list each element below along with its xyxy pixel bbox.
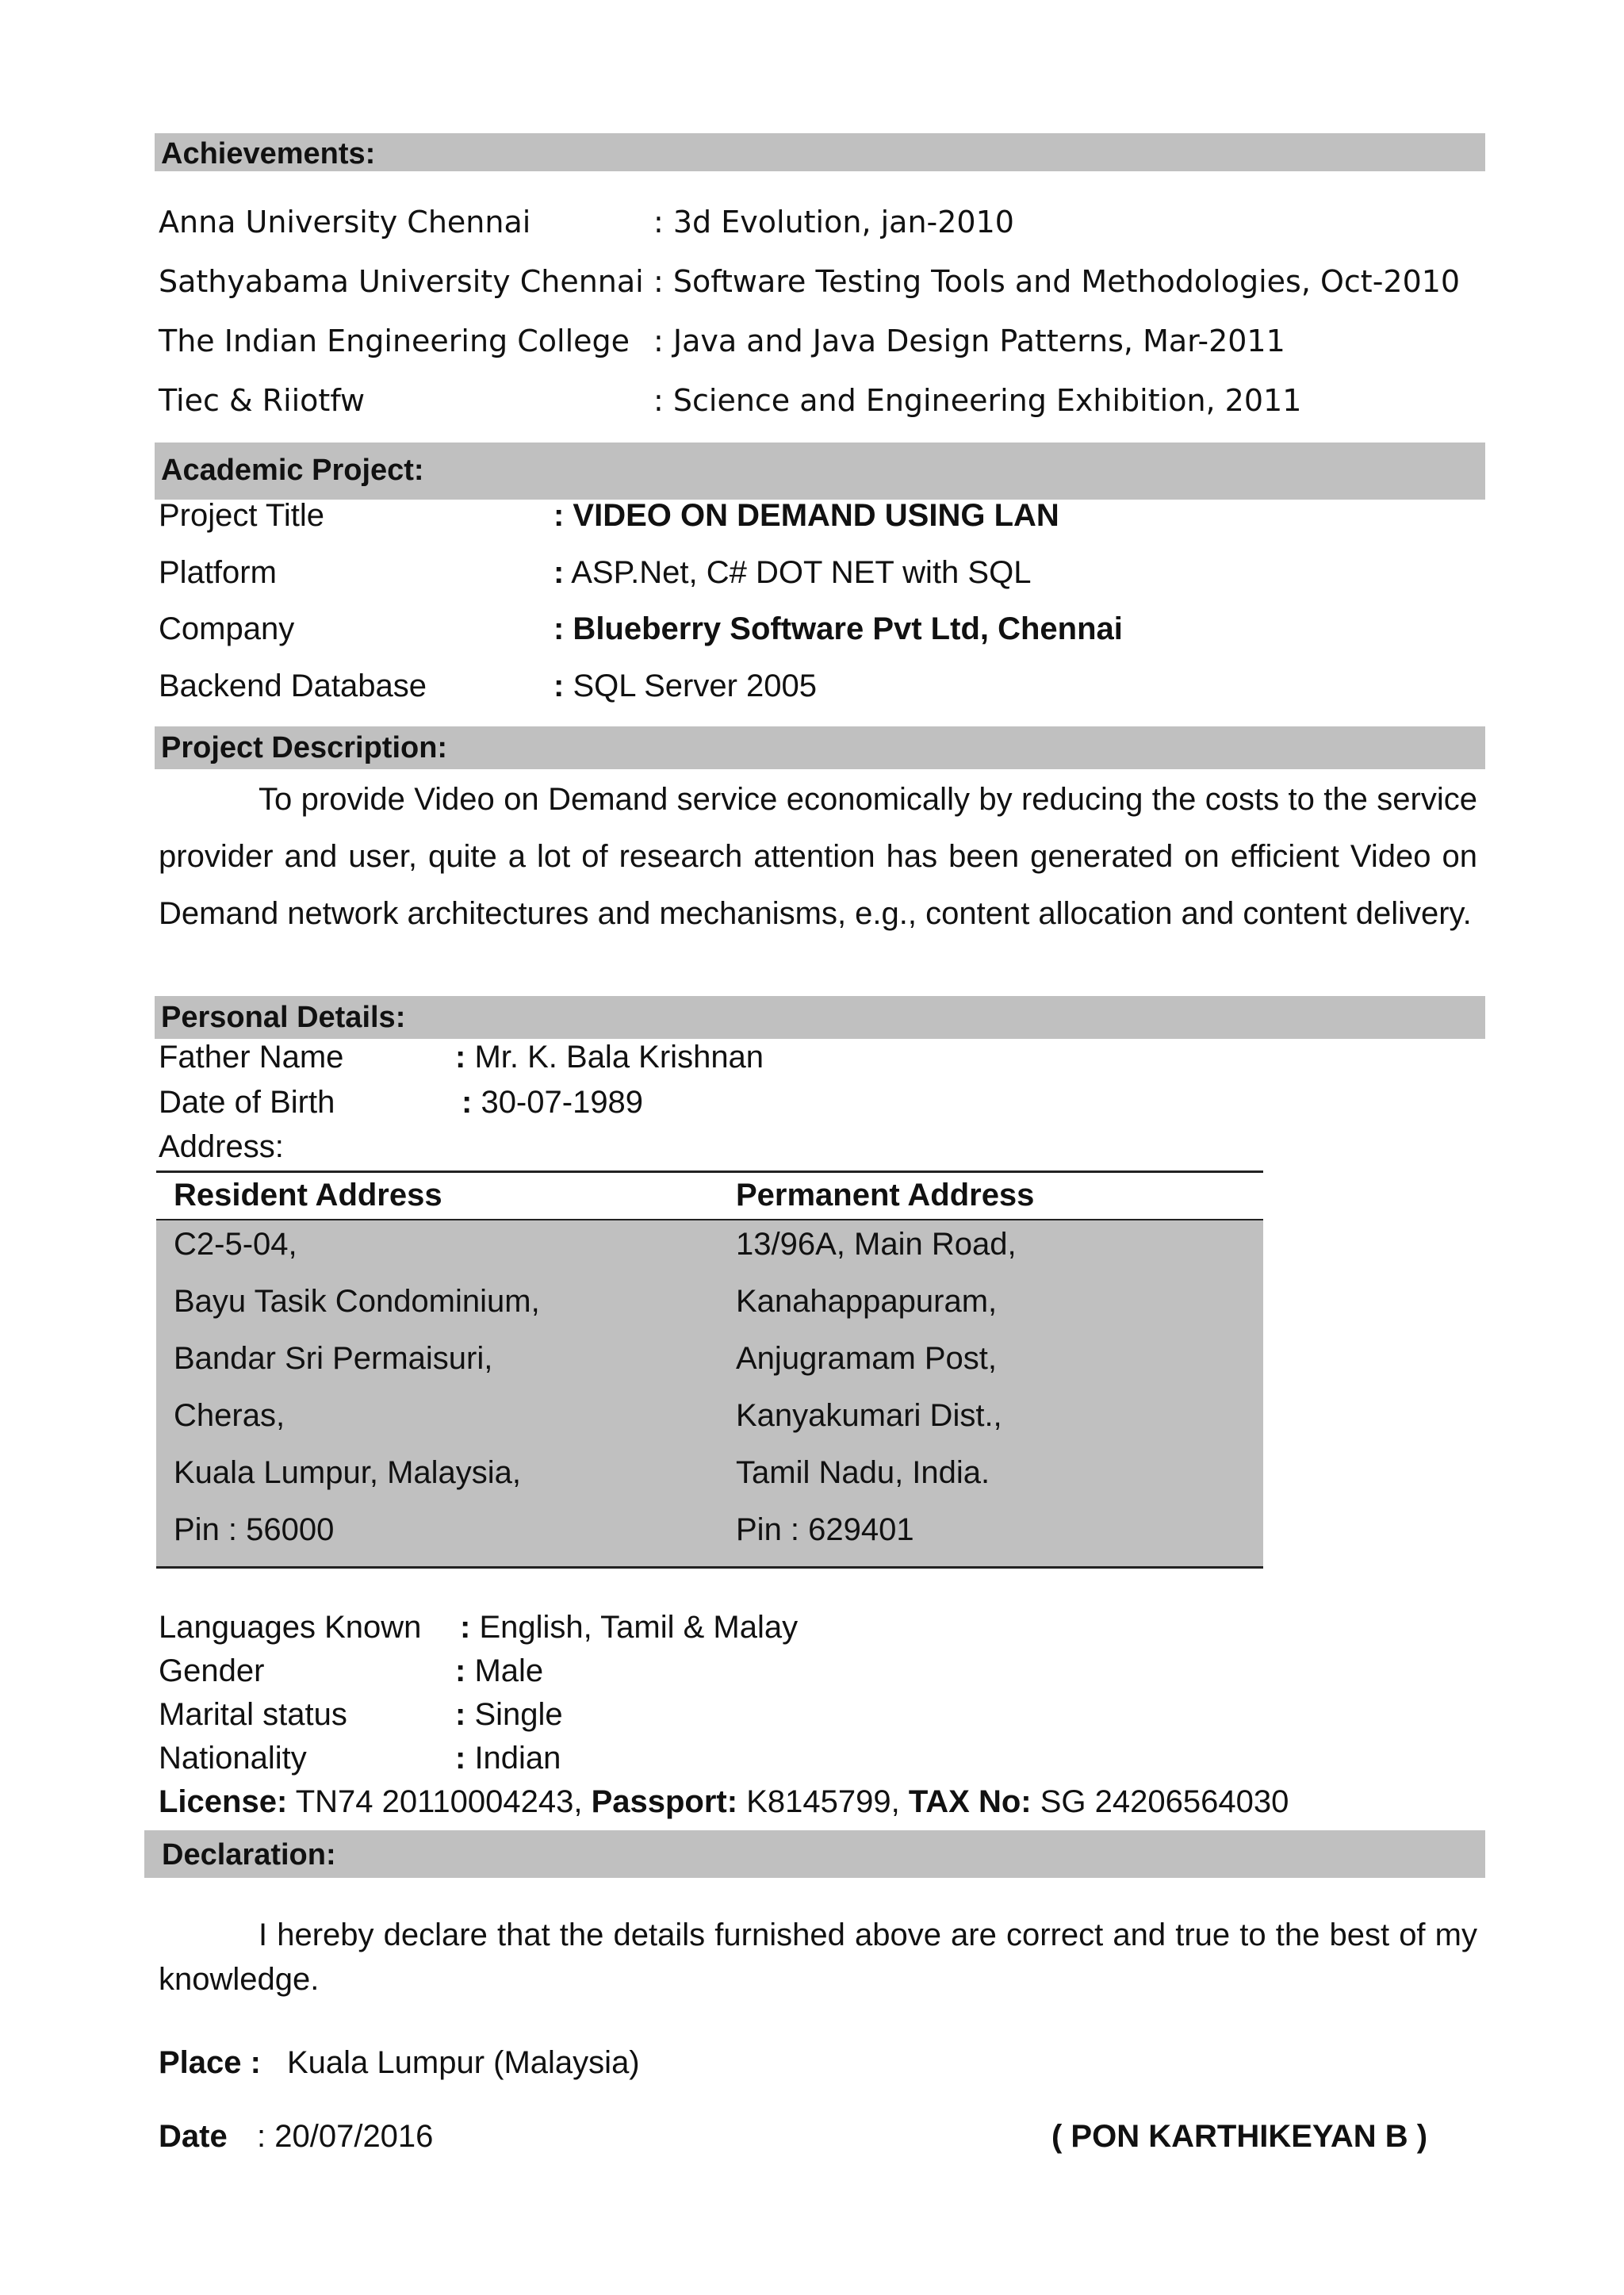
languages-label: Languages Known xyxy=(159,1610,422,1645)
address-label: Address: xyxy=(159,1129,284,1164)
company-value: : Blueberry Software Pvt Ltd, Chennai xyxy=(553,611,1123,646)
declaration-text: I hereby declare that the details furnished above are correct and true to the best of my knowledge. xyxy=(159,1918,1477,1997)
platform-value: : ASP.Net, C# DOT NET with SQL xyxy=(553,555,1032,590)
passport-label: Passport: xyxy=(591,1784,738,1819)
dob-label: Date of Birth xyxy=(159,1085,335,1120)
personal-details-heading: Personal Details: xyxy=(161,1001,406,1034)
project-description-heading: Project Description: xyxy=(161,731,448,764)
declaration-heading: Declaration: xyxy=(162,1838,336,1872)
achievement-institution: Sathyabama University Chennai xyxy=(159,264,644,299)
achievements-header xyxy=(155,133,1485,171)
achievement-institution: The Indian Engineering College xyxy=(159,324,630,358)
project-title-label: Project Title xyxy=(159,498,324,533)
resident-address-line: Bandar Sri Permaisuri, xyxy=(174,1341,493,1376)
declaration-header xyxy=(144,1830,1485,1878)
achievement-detail: : 3d Evolution, jan-2010 xyxy=(653,205,1014,239)
marital-status-value: : Single xyxy=(455,1697,563,1732)
permanent-address-line: Kanyakumari Dist., xyxy=(736,1398,1002,1433)
achievement-detail: : Science and Engineering Exhibition, 2011 xyxy=(653,383,1302,418)
address-table xyxy=(156,1170,1263,1569)
nationality-label: Nationality xyxy=(159,1741,307,1776)
place-label: Place : xyxy=(159,2045,261,2080)
tax-label: TAX No: xyxy=(908,1784,1032,1819)
resident-address-header: Resident Address xyxy=(174,1178,442,1213)
id-numbers-line xyxy=(159,1784,1289,1820)
resident-address-line: Pin : 56000 xyxy=(174,1512,335,1547)
personal-details-header xyxy=(155,996,1485,1039)
marital-status-label: Marital status xyxy=(159,1697,347,1732)
license-label: License: xyxy=(159,1784,288,1819)
father-name-label: Father Name xyxy=(159,1040,344,1075)
nationality-value: : Indian xyxy=(455,1741,561,1776)
date-label: Date xyxy=(159,2119,228,2154)
resident-address-line: C2-5-04, xyxy=(174,1227,297,1262)
passport-value: K8145799, xyxy=(737,1784,909,1819)
place-value: Kuala Lumpur (Malaysia) xyxy=(287,2045,640,2080)
address-table-body xyxy=(156,1220,1263,1569)
tax-value: SG 24206564030 xyxy=(1031,1784,1289,1819)
achievement-institution: Tiec & Riiotfw xyxy=(159,383,366,418)
achievements-heading: Achievements: xyxy=(161,137,376,170)
achievement-detail: : Software Testing Tools and Methodologies, Oct-2010 xyxy=(653,264,1461,299)
resident-address-line: Kuala Lumpur, Malaysia, xyxy=(174,1455,522,1490)
permanent-address-line: Pin : 629401 xyxy=(736,1512,914,1547)
project-title-value: : VIDEO ON DEMAND USING LAN xyxy=(553,498,1059,533)
achievement-institution: Anna University Chennai xyxy=(159,205,531,239)
academic-project-header xyxy=(155,443,1485,500)
permanent-address-header: Permanent Address xyxy=(736,1178,1035,1213)
resident-address-line: Bayu Tasik Condominium, xyxy=(174,1284,540,1319)
gender-value: : Male xyxy=(455,1653,544,1688)
platform-label: Platform xyxy=(159,555,277,590)
backend-database-label: Backend Database xyxy=(159,669,427,703)
permanent-address-line: 13/96A, Main Road, xyxy=(736,1227,1017,1262)
backend-database-value: : SQL Server 2005 xyxy=(553,669,818,703)
languages-value: : English, Tamil & Malay xyxy=(460,1610,799,1645)
dob-value: : 30-07-1989 xyxy=(462,1085,644,1120)
gender-label: Gender xyxy=(159,1653,265,1688)
license-value: TN74 20110004243, xyxy=(287,1784,592,1819)
father-name-value: : Mr. K. Bala Krishnan xyxy=(455,1040,764,1075)
project-description-header xyxy=(155,726,1485,769)
achievement-detail: : Java and Java Design Patterns, Mar-2011 xyxy=(653,324,1285,358)
academic-project-heading: Academic Project: xyxy=(161,454,424,487)
permanent-address-line: Kanahappapuram, xyxy=(736,1284,998,1319)
project-description-text: To provide Video on Demand service economically by reducing the costs to the service provider and user, quite a lot of research attention has been generated on efficient Video on Demand network architectures and mechanisms, e.g., content allocation and content delivery. xyxy=(159,782,1477,931)
company-label: Company xyxy=(159,611,295,646)
address-table-header xyxy=(156,1170,1263,1220)
resident-address-line: Cheras, xyxy=(174,1398,285,1433)
permanent-address-line: Tamil Nadu, India. xyxy=(736,1455,990,1490)
date-value: : 20/07/2016 xyxy=(257,2119,434,2154)
permanent-address-line: Anjugramam Post, xyxy=(736,1341,998,1376)
signature-name: ( PON KARTHIKEYAN B ) xyxy=(1051,2119,1428,2154)
